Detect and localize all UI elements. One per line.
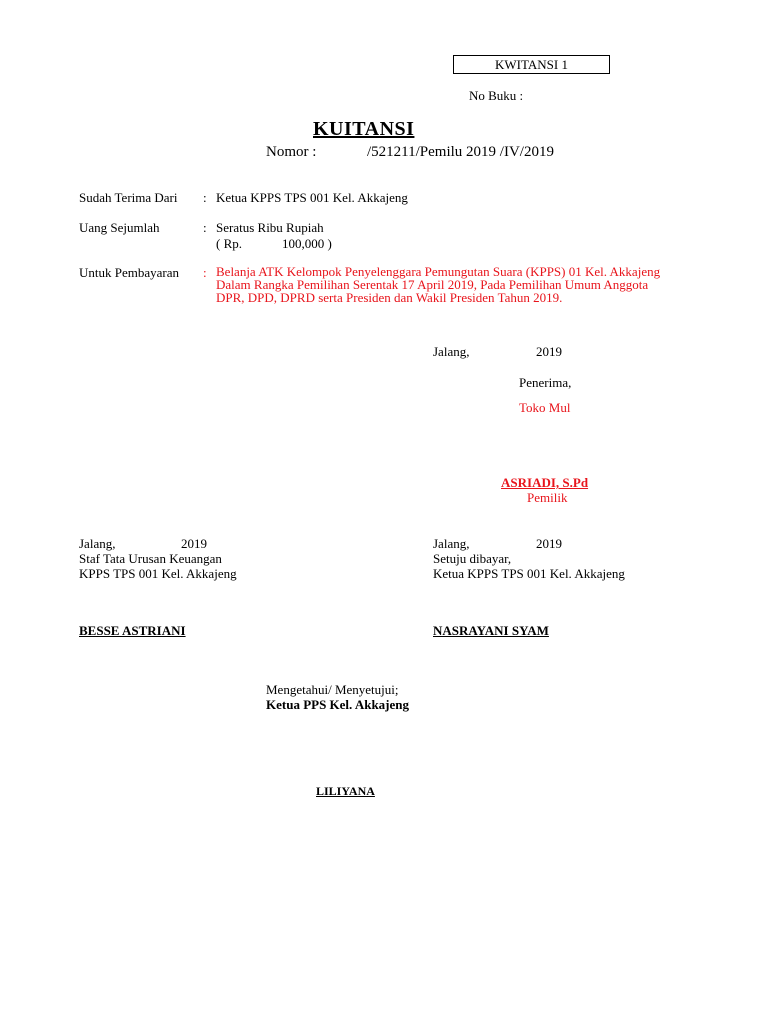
approval-label: Mengetahui/ Menyetujui;	[266, 682, 399, 697]
left-sign-place: Jalang,	[79, 536, 116, 551]
receiver-role: Pemilik	[527, 490, 568, 505]
right-sign-place: Jalang,	[433, 536, 470, 551]
uang-colon: :	[203, 220, 207, 235]
nomor-label: Nomor :	[266, 144, 317, 160]
approval-position: Ketua PPS Kel. Akkajeng	[266, 697, 410, 712]
uang-rp-label: ( Rp.	[216, 236, 242, 251]
receiver-signatory-name: ASRIADI, S.Pd	[501, 475, 589, 490]
no-buku-label: No Buku :	[469, 88, 524, 103]
nomor-value: /521211/Pemilu 2019 /IV/2019	[367, 144, 554, 160]
terima-label: Sudah Terima Dari	[79, 190, 178, 205]
right-sign-year: 2019	[536, 536, 562, 551]
left-sign-organization: KPPS TPS 001 Kel. Akkajeng	[79, 566, 237, 581]
uang-words: Seratus Ribu Rupiah	[216, 220, 324, 235]
receiver-place: Jalang,	[433, 344, 470, 359]
right-sign-name: NASRAYANI SYAM	[433, 623, 549, 638]
right-sign-position: Ketua KPPS TPS 001 Kel. Akkajeng	[433, 566, 625, 581]
terima-value: Ketua KPPS TPS 001 Kel. Akkajeng	[216, 190, 408, 205]
receiver-shop-name: Toko Mul	[519, 400, 571, 415]
bayar-description: Belanja ATK Kelompok Penyelenggara Pemungutan Suara (KPPS) 01 Kel. Akkajeng Dalam Rangka Pemilihan Serentak 17 April 2019, Pada Pemilihan Umum Anggota DPR, DPD, DPRD serta Presiden dan Wakil Presiden Tahun 2019.	[216, 264, 661, 305]
left-sign-name: BESSE ASTRIANI	[79, 623, 186, 638]
uang-amount: 100,000 )	[282, 236, 332, 251]
approval-name: LILIYANA	[316, 784, 375, 798]
bayar-label: Untuk Pembayaran	[79, 265, 180, 280]
terima-colon: :	[203, 190, 207, 205]
receiver-penerima-label: Penerima,	[519, 375, 572, 390]
receiver-year: 2019	[536, 344, 562, 359]
left-sign-position: Staf Tata Urusan Keuangan	[79, 551, 222, 566]
kwitansi-number-box: KWITANSI 1	[453, 55, 610, 74]
left-sign-year: 2019	[181, 536, 207, 551]
document-title: KUITANSI	[313, 118, 415, 140]
bayar-colon: :	[203, 265, 207, 280]
right-sign-approval: Setuju dibayar,	[433, 551, 512, 566]
uang-label: Uang Sejumlah	[79, 220, 160, 235]
